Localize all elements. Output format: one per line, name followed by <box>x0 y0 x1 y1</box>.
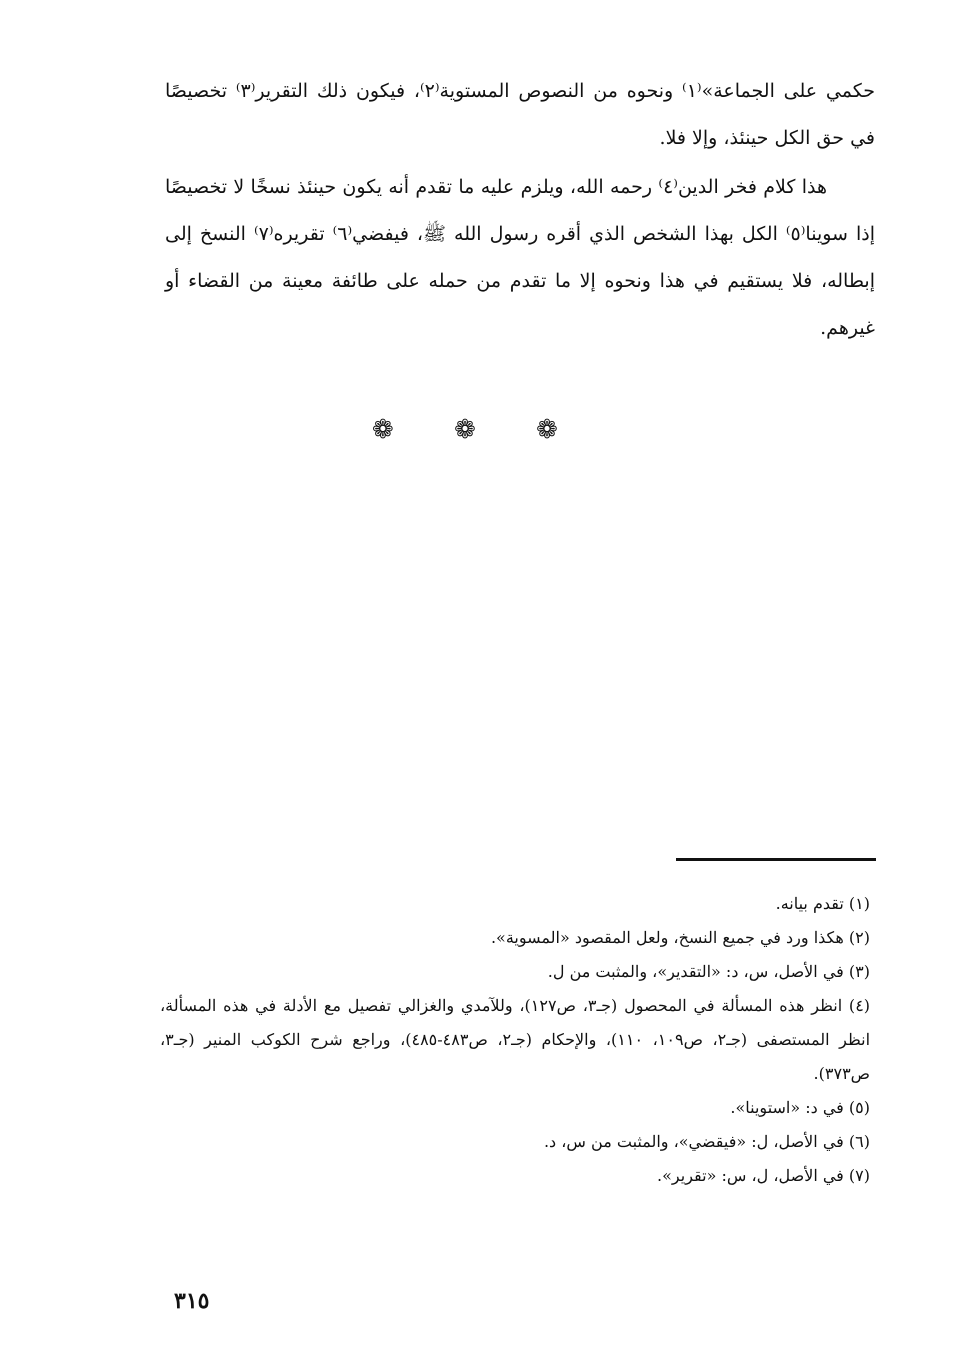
section-ornament: ❁ ❁ ❁ <box>372 415 584 445</box>
footnote-1: (١) تقدم بيانه. <box>775 894 870 913</box>
paragraph-fakhr-al-din: هذا كلام فخر الدين⁽٤⁾ رحمه الله، ويلزم عليه ما تقدم أنه يكون حينئذ نسخًا لا تخصيصًا إذا سوينا⁽٥⁾ الكل بهذا الشخص الذي أقره رسول الله ﷺ، فيفضي⁽٦⁾ تقريره⁽٧⁾ النسخ إلى إبطاله، فلا يستقيم في هذا ونحوه إلا ما تقدم من حمله على طائفة معينة من القضاء أو غيرهم. <box>165 176 875 339</box>
page-number: ٣١٥ <box>174 1288 210 1314</box>
footnotes-list <box>160 887 870 1193</box>
footnote-4: (٤) انظر هذه المسألة في المحصول (جـ٣، ص١٢٧)، وللآمدي والغزالي تفصيل مع الأدلة في هذه المسألة، انظر المستصفى (جـ٢، ص١٠٩، ١١٠)، والإحكام (جـ٢، ص٤٨٣-٤٨٥)، وراجع شرح الكوكب المنير (جـ٣، ص٣٧٣). <box>160 996 871 1083</box>
footnote-6: (٦) في الأصل، ل: «فيقضي»، والمثبت من س، د. <box>543 1132 870 1151</box>
footnote-2: (٢) هكذا ورد في جميع النسخ، ولعل المقصود «المسوية». <box>490 928 870 947</box>
footnote-3: (٣) في الأصل، س، د: «التقدير»، والمثبت من ل. <box>547 962 870 981</box>
main-text <box>165 68 875 352</box>
footnote-separator <box>676 858 876 861</box>
footnote-5: (٥) في د: «استوينا». <box>730 1098 870 1117</box>
footnote-7: (٧) في الأصل، ل، س: «تقرير». <box>657 1166 870 1185</box>
paragraph-continuation: حكمي على الجماعة»⁽١⁾ ونحوه من النصوص المستوية⁽٢⁾، فيكون ذلك التقرير⁽٣⁾ تخصيصًا في حق الكل حينئذ، وإلا فلا. <box>165 80 875 149</box>
